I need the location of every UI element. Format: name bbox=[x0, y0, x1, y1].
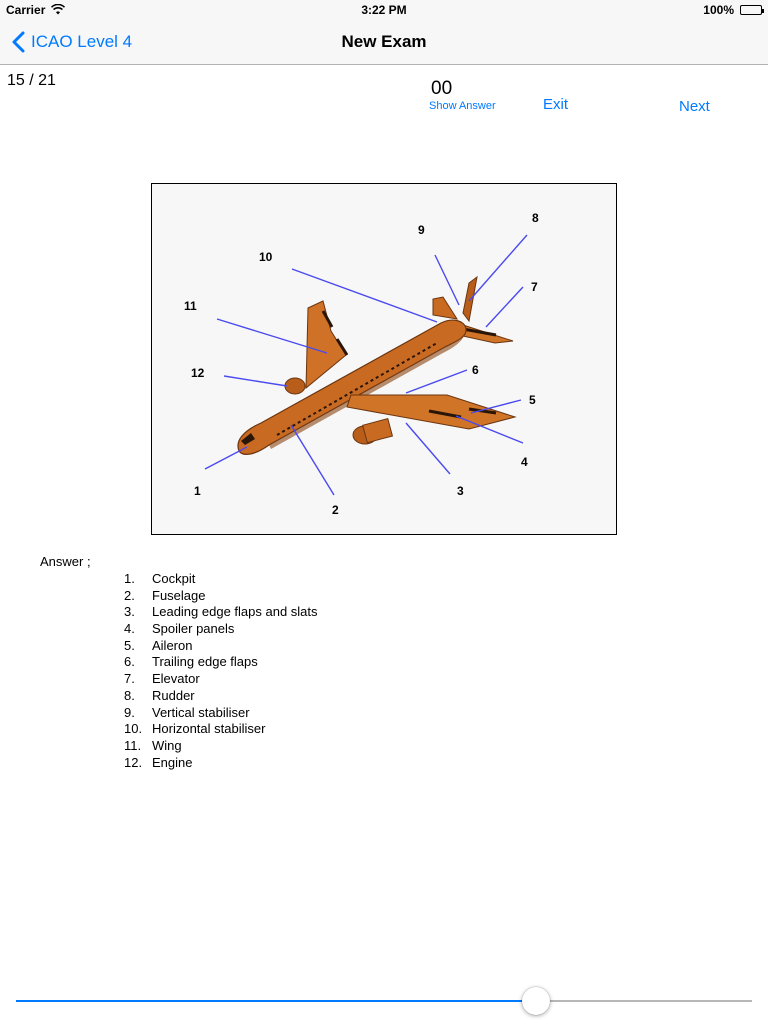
list-item-number: 10. bbox=[124, 721, 143, 737]
page-title: New Exam bbox=[341, 32, 427, 51]
list-item-number: 7. bbox=[124, 671, 135, 687]
list-item bbox=[124, 738, 318, 755]
list-item-number: 3. bbox=[124, 604, 135, 620]
list-item-number: 1. bbox=[124, 571, 135, 586]
list-item bbox=[124, 638, 318, 655]
list-item-text: Aileron bbox=[152, 637, 193, 653]
question-slider[interactable] bbox=[16, 986, 752, 1016]
list-item-text: Trailing edge flaps bbox=[152, 654, 258, 670]
battery-percentage: 100% bbox=[703, 3, 734, 17]
list-item bbox=[124, 705, 318, 722]
list-item-number: 11. bbox=[124, 737, 142, 753]
show-answer-button[interactable]: Show Answer bbox=[429, 100, 496, 112]
next-button[interactable]: Next bbox=[679, 98, 710, 115]
callout-label: 8 bbox=[532, 211, 539, 225]
answer-label: Answer ; bbox=[40, 554, 91, 569]
list-item bbox=[124, 621, 318, 638]
callout-label: 1 bbox=[194, 484, 201, 498]
list-item-text: Fuselage bbox=[152, 587, 206, 603]
status-time: 3:22 PM bbox=[361, 3, 407, 17]
list-item bbox=[124, 571, 318, 588]
callout-label: 10 bbox=[259, 250, 273, 264]
list-item bbox=[124, 604, 318, 621]
question-counter: 15 / 21 bbox=[7, 72, 56, 89]
list-item-text: Horizontal stabiliser bbox=[152, 721, 266, 737]
list-item-text: Vertical stabiliser bbox=[152, 704, 250, 720]
list-item-text: Spoiler panels bbox=[152, 621, 235, 637]
list-item bbox=[124, 671, 318, 688]
callout-label: 5 bbox=[529, 393, 536, 407]
slider-track-remaining bbox=[536, 1000, 752, 1002]
callout-label: 11 bbox=[184, 299, 197, 313]
list-item-text: Engine bbox=[152, 754, 193, 770]
aircraft-diagram bbox=[151, 183, 617, 535]
list-item-number: 12. bbox=[124, 754, 143, 770]
list-item bbox=[124, 688, 318, 705]
slider-track-filled bbox=[16, 1000, 536, 1002]
list-item-number: 4. bbox=[124, 621, 135, 637]
callout-label: 3 bbox=[457, 484, 464, 498]
list-item-text: Elevator bbox=[152, 671, 200, 687]
exit-button[interactable]: Exit bbox=[543, 96, 569, 113]
callout-label: 4 bbox=[521, 455, 528, 469]
battery-icon bbox=[740, 5, 762, 15]
list-item-text: Cockpit bbox=[152, 571, 196, 586]
list-item-number: 9. bbox=[124, 704, 135, 720]
score-display: 00 bbox=[431, 78, 453, 99]
answer-list bbox=[124, 571, 318, 771]
slider-thumb[interactable] bbox=[522, 987, 550, 1015]
navigation-bar bbox=[0, 20, 768, 65]
list-item bbox=[124, 721, 318, 738]
list-item-number: 6. bbox=[124, 654, 135, 670]
list-item-text: Wing bbox=[152, 737, 182, 753]
callout-label: 6 bbox=[472, 363, 479, 377]
carrier-label: Carrier bbox=[6, 3, 46, 17]
status-bar bbox=[0, 0, 768, 20]
list-item-number: 8. bbox=[124, 687, 135, 703]
list-item-number: 5. bbox=[124, 637, 135, 653]
list-item bbox=[124, 755, 318, 772]
list-item bbox=[124, 588, 318, 605]
callout-label: 7 bbox=[531, 280, 538, 294]
callout-label: 2 bbox=[332, 503, 339, 517]
list-item-text: Rudder bbox=[152, 687, 195, 703]
list-item-number: 2. bbox=[124, 587, 135, 603]
callout-label: 9 bbox=[418, 223, 425, 237]
callout-label: 12 bbox=[191, 366, 205, 380]
list-item-text: Leading edge flaps and slats bbox=[152, 604, 318, 620]
back-button-label: ICAO Level 4 bbox=[31, 32, 133, 51]
list-item bbox=[124, 654, 318, 671]
